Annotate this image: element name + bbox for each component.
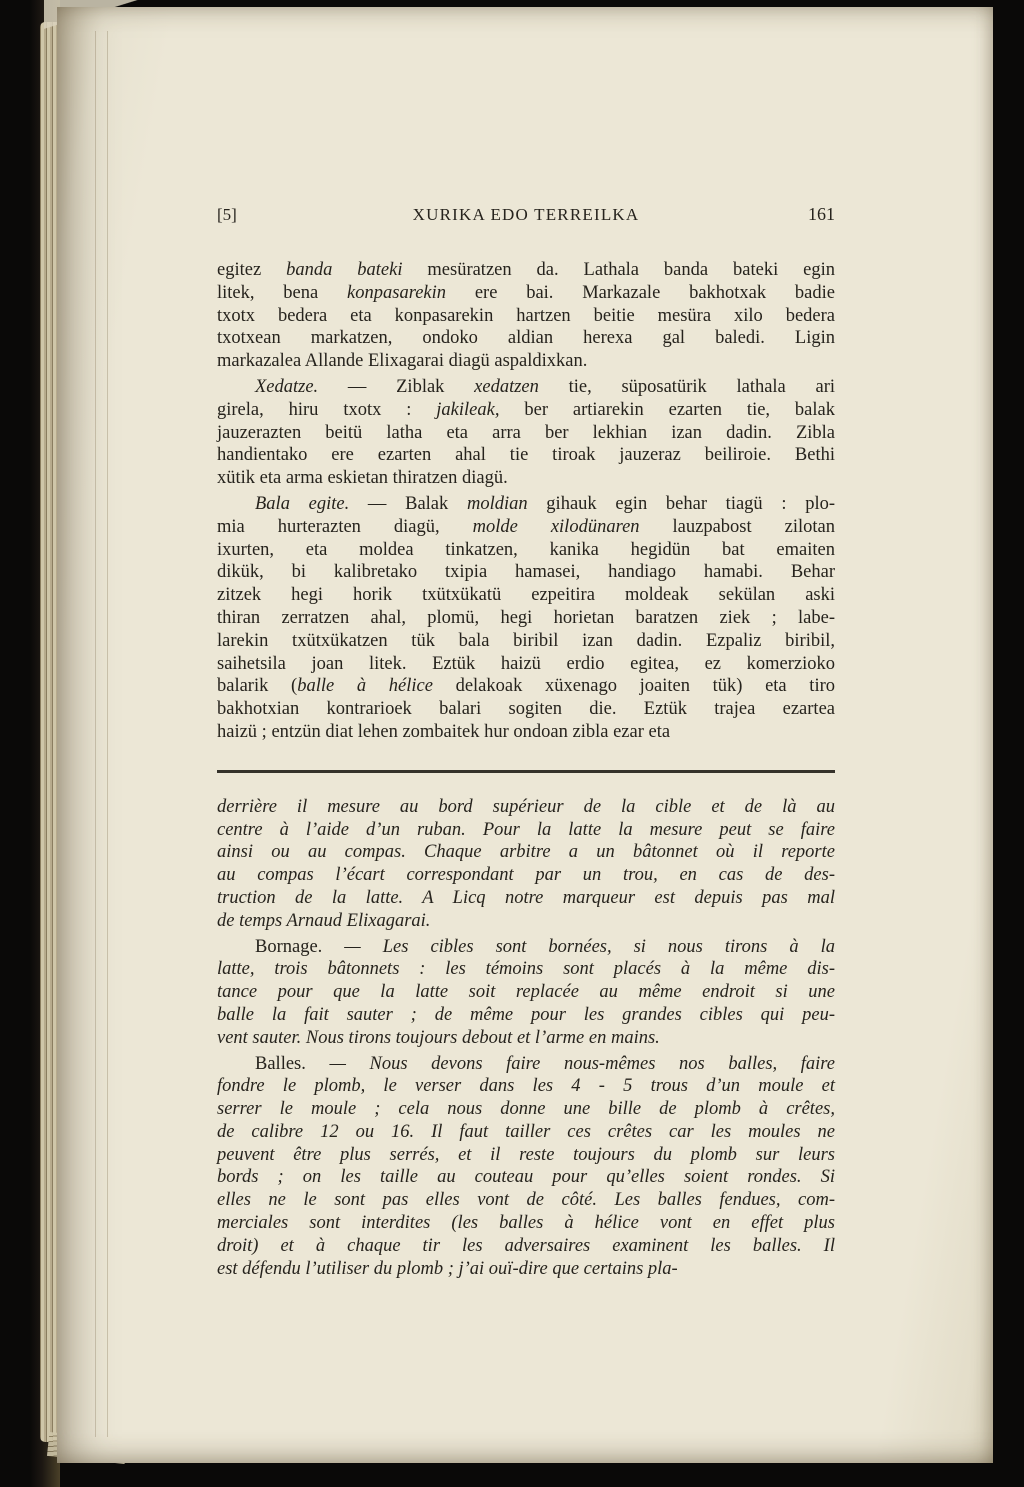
text-segment: vent sauter. Nous tirons toujours debout et l’arme en mains. [217,1027,660,1048]
page-content [217,203,835,1280]
text-segment: elles ne le sont pas elles vont de côté. Les balles fendues, com- [217,1190,835,1211]
text-segment: bords ; on les taille au couteau pour qu’elles soient rondes. Si [217,1167,835,1188]
text-segment: girela, hiru txotx : [217,399,437,420]
text-segment: de calibre 12 ou 16. Il faut tailler ces crêtes car les moules ne [217,1121,835,1142]
text-segment: derrière il mesure au bord supérieur de la cible et de là au [217,796,835,817]
text-segment: litek, bena [217,282,348,303]
paragraph [217,376,835,490]
text-segment: banda bateki [286,260,403,280]
text-line [217,282,835,305]
text-segment: ber artiarekin ezarten tie, balak [499,399,835,420]
text-line [217,422,835,445]
text-segment: serrer le moule ; cela nous donne une bille de plomb à crêtes, [217,1099,835,1120]
text-segment: peuvent être plus serrés, et il reste toujours du plomb sur leurs [217,1144,835,1165]
text-line [217,1053,835,1076]
text-line [217,819,835,842]
text-segment: jakileak, [436,399,500,420]
text-segment: ainsi ou au compas. Chaque arbitre a un bâtonnet où il reporte [217,842,835,863]
text-line [217,630,835,653]
text-segment: centre à l’aide d’un ruban. Pour la latte la mesure peut se faire [217,819,835,840]
text-segment: — Balak [349,493,467,514]
text-line [217,910,835,933]
text-line [217,1235,835,1258]
text-segment: merciales sont interdites (les balles à hélice vont en effet plus [217,1213,835,1234]
text-segment: tance pour que la latte soit replacée au même endroit si une [217,982,835,1003]
text-line [217,981,835,1004]
text-segment: latte, trois bâtonnets : les témoins sont placés à la même dis- [217,959,835,980]
text-segment: ixurten, eta moldea tinkatzen, kanika hegidün bat emaiten [217,539,835,560]
text-line [217,1098,835,1121]
text-line [217,1075,835,1098]
text-segment: mia hurterazten diagü, [217,516,473,537]
text-line [217,1212,835,1235]
book-page [57,7,993,1463]
text-segment: xütik eta arma eskietan thiratzen diagü. [217,468,508,489]
text-line [217,1144,835,1167]
text-segment: tie, süposatürik lathala ari [538,376,836,397]
text-segment: dikük, bi kalibretako txipia hamasei, handiago hamabi. Behar [217,562,835,583]
text-segment: est défendu l’utiliser du plomb ; j’ai ouï-dire que certains pla- [217,1258,678,1279]
paragraph [217,493,835,744]
text-segment: — Les cibles sont bornées, si nous tirons à la [322,936,835,957]
text-segment: markazalea Allande Elixagarai diagü aspaldixkan. [217,351,588,372]
text-segment: bakhotxian kontrarioek balari sogiten die. Eztük trajea ezartea [217,699,835,720]
text-segment: saihetsila joan litek. Eztük haizü erdio egitea, ez komerzioko [217,653,835,674]
text-line [217,1258,835,1281]
paragraph [217,796,835,933]
page-crease [107,31,108,1437]
running-header [217,203,835,226]
text-line [217,493,835,516]
text-segment: egitez [217,260,287,280]
text-line [217,1004,835,1027]
text-segment: xedatzen [474,376,539,397]
text-segment: balle la fait sauter ; de même pour les grandes cibles qui peu- [217,1004,835,1025]
text-segment: Balles. [255,1053,306,1074]
text-segment: truction de la latte. A Licq notre marqueur est depuis pas mal [217,887,835,908]
text-line [217,1189,835,1212]
text-line [217,841,835,864]
text-line [217,698,835,721]
paragraph [217,936,835,1050]
text-line [217,887,835,910]
text-line [217,607,835,630]
text-segment: haizü ; entzün diat lehen zombaitek hur ondoan zibla ezar eta [217,721,671,742]
text-line [217,327,835,350]
paragraph [217,259,835,373]
text-segment: handientako ere ezarten ahal tie tiroak jauzeraz beiliroie. Bethi [217,445,835,466]
text-line [217,653,835,676]
text-segment: zitzek hegi horik txütxükatü ezpeitira moldeak sekülan aski [217,585,835,606]
text-segment: Bornage. [255,936,323,957]
basque-text-section [217,259,835,744]
text-line [217,305,835,328]
section-divider-rule [217,770,835,773]
text-segment: txotxean markatzen, ondoko aldian herexa gal baledi. Ligin [217,328,835,349]
text-segment: — Nous devons faire nous-mêmes nos balles, faire [305,1053,835,1074]
text-segment: txotx bedera eta konpasarekin hartzen beitie mesüra xilo bedera [217,305,835,326]
page-crease [95,31,96,1437]
text-segment: droit) et à chaque tir les adversaires examinent les balles. Il [217,1235,835,1256]
text-segment: molde xilodünaren [472,516,640,537]
text-segment: au compas l’écart correspondant par un trou, en cas de des- [217,865,835,886]
text-line [217,796,835,819]
french-text-section [217,796,835,1281]
text-segment: Bala egite. [255,493,350,514]
text-segment: konpasarekin [347,282,447,303]
paragraph [217,1053,835,1281]
text-segment: de temps Arnaud Elixagarai. [217,910,431,931]
text-segment: jauzerazten beitü latha eta arra ber lekhian izan dadin. Zibla [217,422,835,443]
text-line [217,350,835,373]
text-segment: lauzpabost zilotan [639,516,835,537]
text-segment: — Ziblak [318,376,475,397]
text-line [217,561,835,584]
text-line [217,467,835,490]
text-line [217,584,835,607]
text-line [217,958,835,981]
text-line [217,516,835,539]
text-line [217,539,835,562]
text-line [217,259,835,282]
text-segment: Xedatze. [255,376,319,397]
text-line [217,1027,835,1050]
text-line [217,864,835,887]
header-signature-number: [5] [217,205,237,224]
text-segment: balarik ( [217,676,298,697]
text-segment: moldian [466,493,528,514]
text-line [217,1166,835,1189]
text-line [217,1121,835,1144]
header-page-number: 161 [808,204,835,224]
text-segment: balle à hélice [297,676,433,697]
text-line [217,376,835,399]
text-segment: mesüratzen da. Lathala banda bateki egin [402,260,835,280]
text-segment: thiran zerratzen ahal, plomü, hegi horietan baratzen ziek ; labe- [217,607,835,628]
text-segment: larekin txütxükatzen tük bala biribil izan dadin. Ezpaliz biribil, [217,630,835,651]
text-line [217,399,835,422]
text-line [217,444,835,467]
text-segment: fondre le plomb, le verser dans les 4 - 5 trous d’un moule et [217,1076,835,1097]
header-chapter-title: XURIKA EDO TERREILKA [412,205,640,224]
text-segment: ere bai. Markazale bakhotxak badie [446,282,835,303]
text-line [217,675,835,698]
text-segment: gihauk egin behar tiagü : plo- [527,493,835,514]
text-line [217,936,835,959]
text-line [217,721,835,744]
text-segment: delakoak xüxenago joaiten tük) eta tiro [432,676,835,697]
